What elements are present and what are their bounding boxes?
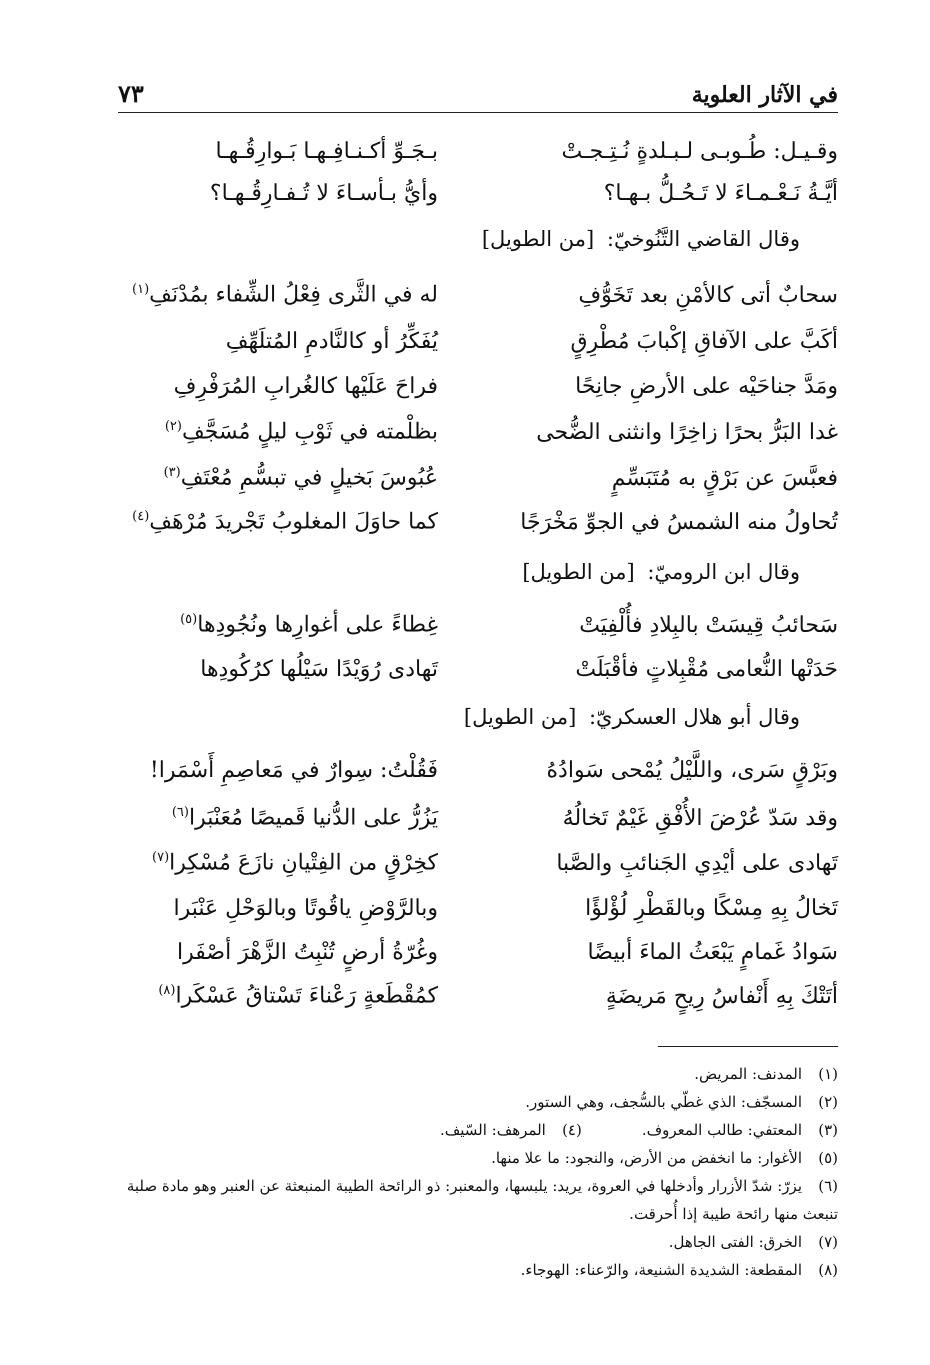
verse-first-hemistich: غدا البَرُّ بحرًا زاخِرًا وانثنى الضُّحى	[536, 419, 838, 445]
verse-second-hemistich: فَقُلْتُ: سِوارٌ في مَعاصِمِ أَسْمَرا!	[149, 757, 438, 783]
footnote-number: (٧)	[818, 1233, 838, 1251]
footnote	[92, 1088, 838, 1116]
verse-row	[118, 798, 838, 838]
verse-row	[118, 131, 838, 171]
poem-intro	[464, 705, 800, 729]
verse-row	[118, 275, 838, 315]
verse-second-hemistich	[118, 465, 438, 490]
verse-row	[118, 502, 838, 542]
footnote-text: المعتفي: طالب المعروف.	[641, 1121, 802, 1139]
footnote-number: (٨)	[818, 1261, 838, 1279]
footnote-text: يزرّ: شدّ الأزرار وأدخلها في العروة، يريد: يلبسها، والمعنبر: ذو الرائحة الطيبة المنبعثة عن العنبر وهو مادة صلبة تنبعث منها رائحة طيبة إذا أُحرقت.	[126, 1177, 838, 1223]
verse-first-hemistich: فعبَّسَ عن بَرْقٍ به مُتَبَسِّمٍ	[611, 465, 838, 491]
verse-first-hemistich: ومَدَّ جناحَيْه على الأرضِ جانِحًا	[575, 373, 838, 399]
footnote-number: (٤)	[562, 1121, 582, 1139]
verse-second-hemistich: وغُرّةُ أرضٍ تُنْبِتُ الزَّهْرَ أصْفَرا	[177, 939, 438, 965]
verse-first-hemistich: تَخالُ بِهِ مِسْكًا وبالقَطْرِ لُؤْلؤًا	[585, 895, 838, 921]
verse-row	[118, 412, 838, 452]
hemistich-text: له في الثَّرى فِعْلُ الشِّفاء بمُدْنَفِ	[149, 282, 438, 308]
poet-attribution: وقال ابن الروميّ:	[647, 560, 800, 584]
footnote-marker: (٥)	[180, 612, 198, 628]
poem-intro	[482, 227, 800, 251]
verse-second-hemistich	[118, 805, 438, 830]
poet-attribution: وقال القاضي التَّنُوخيّ:	[606, 227, 800, 251]
footnote-number: (٣)	[818, 1121, 838, 1139]
footnotes	[92, 1060, 838, 1284]
page-header	[118, 72, 838, 113]
verse-first-hemistich: حَدَتْها النُّعامى مُقْبِلاتٍ فأقْبَلَتْ	[575, 656, 838, 682]
footnote	[642, 1116, 838, 1144]
footnote	[92, 1228, 838, 1256]
hemistich-text: بظلْمته في ثَوْبِ ليلٍ مُسَجَّفِ	[181, 419, 438, 445]
verse-second-hemistich	[118, 983, 438, 1008]
verse-second-hemistich: يُفَكِّرُ أو كالنَّادمِ المُتلَهِّفِ	[225, 328, 438, 354]
footnote-text: المدنف: المريض.	[694, 1065, 802, 1083]
footnote-marker: (٢)	[164, 419, 182, 435]
verse-second-hemistich	[118, 850, 438, 875]
footnote-number: (٢)	[818, 1093, 838, 1111]
footnote	[92, 1144, 838, 1172]
footnote-text: الخرق: الفتى الجاهل.	[668, 1233, 802, 1251]
verse-second-hemistich: وبالرَّوْضِ ياقُوتًا وبالوَحْلِ عَنْبَرا	[173, 895, 438, 921]
verse-row	[118, 458, 838, 498]
verse-row	[118, 976, 838, 1016]
running-title: في الآثار العلوية	[691, 82, 838, 108]
footnote-marker: (٦)	[171, 805, 189, 821]
footnote-text: المسجّف: الذي غطّي بالسُّجف، وهي الستور.	[525, 1093, 802, 1111]
footnote	[92, 1172, 838, 1228]
verse-first-hemistich: سَوادُ غَمامٍ يَبْعَثُ الماءَ أبيضًا	[587, 939, 838, 965]
poet-attribution: وقال أبو هلال العسكريّ:	[588, 705, 800, 729]
footnote-number: (٦)	[818, 1177, 838, 1195]
verse-first-hemistich: أتَتْكَ بِهِ أَنْفاسُ رِيحٍ مَريضَةٍ	[605, 983, 838, 1009]
meter-label: [من الطويل]	[463, 705, 577, 729]
hemistich-text: يَزُرُّ على الدُّنيا قَميصًا مُعَنْبَرا	[188, 805, 438, 831]
verse-row	[118, 366, 838, 406]
hemistich-text: كخِرْقٍ من الفِتْيانِ نازَعَ مُسْكِرا	[169, 850, 438, 876]
footnote-marker: (٣)	[163, 465, 181, 481]
verse-second-hemistich: فراحَ عَلَيْها كالغُرابِ المُرَفْرِفِ	[173, 373, 438, 399]
footnote-pair	[92, 1116, 838, 1144]
meter-label: [من الطويل]	[481, 227, 595, 251]
footnote	[440, 1116, 582, 1144]
poem-intro	[522, 560, 800, 584]
verse-first-hemistich: وبَرْقٍ سَرى، واللَّيْلُ يُمْحى سَوادُهُ	[546, 757, 838, 783]
verse-row	[118, 649, 838, 689]
verse-row	[118, 750, 838, 790]
verse-second-hemistich	[118, 509, 438, 534]
verse-second-hemistich	[118, 612, 438, 637]
verse-first-hemistich: سحابٌ أتى كالأمْنِ بعد تَخَوُّفِ	[578, 282, 838, 308]
footnote-marker: (٨)	[158, 983, 176, 999]
footnote-number: (١)	[818, 1065, 838, 1083]
verse-second-hemistich	[118, 282, 438, 307]
hemistich-text: كمُقْطَعةٍ رَعْناءَ تَسْتاقُ عَسْكَرا	[175, 983, 438, 1009]
verse-second-hemistich	[118, 419, 438, 444]
verse-row	[118, 888, 838, 928]
verse-first-hemistich: سَحائبُ قِيسَتْ بالبِلادِ فأُلْفِيَتْ	[579, 612, 838, 638]
page-number: ٧٣	[118, 79, 144, 108]
hemistich-text: غِطاءً على أغوارِها ونُجُودِها	[197, 612, 438, 638]
verse-row	[118, 321, 838, 361]
footnote-marker: (٧)	[152, 850, 170, 866]
footnote-marker: (١)	[132, 282, 150, 298]
verse-first-hemistich: وقد سَدّ عُرْضَ الأُفْقِ غَيْمٌ تَخالُهُ	[562, 805, 838, 831]
footnote-number: (٥)	[818, 1149, 838, 1167]
verse-first-hemistich: تَهادى على أيْدِي الجَنائبِ والصَّبا	[556, 850, 838, 876]
footnote-text: الأغوار: ما انخفض من الأرض، والنجود: ما علا منها.	[491, 1149, 802, 1167]
verse-first-hemistich: وقـيـل: طُـوبـى لـبـلدةٍ نُـتِـجـتْ	[561, 138, 838, 164]
verse-row	[118, 173, 838, 213]
hemistich-text: كما حاوَلَ المغلوبُ تَجْريدَ مُرْهَفِ	[149, 509, 438, 535]
verse-second-hemistich: وأيُّ بـأسـاءَ لا تُـفـارِقُـهـا؟	[209, 180, 438, 206]
verse-second-hemistich: تَهادى رُوَيْدًا سَيْلُها كرُكُودِها	[200, 656, 438, 682]
footnote-text: المرهف: السّيف.	[439, 1121, 546, 1139]
verse-first-hemistich: أيَّـةُ نَـعْـمـاءَ لا تَـحُـلُّ بـهـا؟	[603, 180, 838, 206]
verse-second-hemistich: بـجَـوِّ أكـنـافِـهـا بَـوارِقُـهـا	[215, 138, 438, 164]
footnote-divider	[658, 1046, 838, 1047]
footnote-text: المقطعة: الشديدة الشنيعة، والرّعناء: الهوجاء.	[520, 1261, 802, 1279]
footnote	[92, 1256, 838, 1284]
verse-row	[118, 932, 838, 972]
hemistich-text: عُبُوسَ بَخيلٍ في تبسُّمِ مُعْتَفِ	[180, 465, 438, 491]
footnote-marker: (٤)	[132, 509, 150, 525]
verse-row	[118, 605, 838, 645]
meter-label: [من الطويل]	[522, 560, 635, 584]
footnote	[92, 1060, 838, 1088]
verse-row	[118, 843, 838, 883]
verse-first-hemistich: أكَبَّ على الآفاقِ إكْبابَ مُطْرِقٍ	[570, 328, 838, 354]
verse-first-hemistich: تُحاولُ منه الشمسُ في الجوِّ مَخْرَجًا	[520, 509, 838, 535]
